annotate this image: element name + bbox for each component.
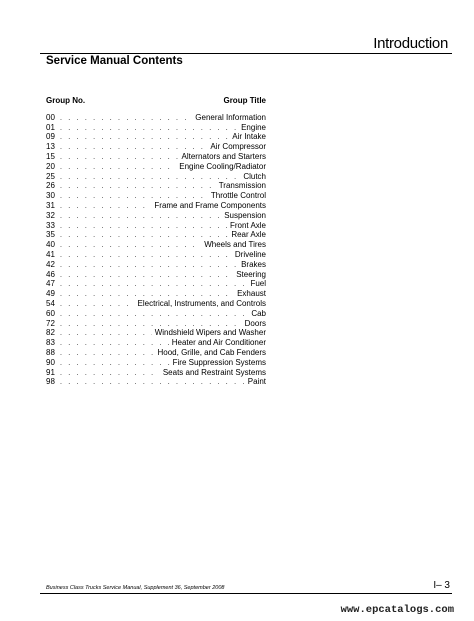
- contents-row[interactable]: [46, 377, 266, 387]
- group-number: 32: [46, 210, 55, 220]
- group-number: 25: [46, 171, 55, 181]
- group-number: 82: [46, 328, 55, 338]
- contents-row[interactable]: [46, 211, 266, 221]
- contents-row[interactable]: [46, 240, 266, 250]
- group-number: 91: [46, 367, 55, 377]
- group-title: Heater and Air Conditioner: [171, 338, 266, 348]
- dot-leader: [59, 173, 240, 183]
- group-title: Front Axle: [229, 220, 266, 230]
- contents-row[interactable]: [46, 319, 266, 329]
- contents-row[interactable]: [46, 368, 266, 378]
- group-number: 31: [46, 200, 55, 210]
- group-title: Fuel: [250, 279, 266, 289]
- contents-row[interactable]: [46, 201, 266, 211]
- group-title: Throttle Control: [210, 191, 266, 201]
- contents-row[interactable]: [46, 152, 266, 162]
- group-title: Driveline: [234, 249, 266, 259]
- contents-row[interactable]: [46, 123, 266, 133]
- group-title: Air Compressor: [210, 142, 266, 152]
- header-rule: [40, 53, 452, 54]
- dot-leader: [59, 182, 216, 192]
- group-title: Transmission: [218, 181, 266, 191]
- dot-leader: [59, 212, 221, 222]
- dot-leader: [59, 222, 227, 232]
- group-number: 72: [46, 318, 55, 328]
- dot-leader: [59, 231, 228, 241]
- dot-leader: [59, 271, 233, 281]
- group-title: Engine: [241, 122, 266, 132]
- group-title: Electrical, Instruments, and Controls: [137, 298, 266, 308]
- dot-leader: [59, 163, 176, 173]
- group-title: Air Intake: [232, 132, 266, 142]
- dot-leader: [59, 349, 155, 359]
- group-title: Steering: [236, 269, 266, 279]
- group-title: Rear Axle: [231, 230, 266, 240]
- group-number: 83: [46, 338, 55, 348]
- dot-leader: [59, 153, 179, 163]
- group-number: 33: [46, 220, 55, 230]
- group-number: 13: [46, 142, 55, 152]
- group-number: 35: [46, 230, 55, 240]
- footer-publication: Business Class Trucks Service Manual, Supplement 36, September 2008: [46, 585, 225, 591]
- group-number: 54: [46, 298, 55, 308]
- contents-row[interactable]: [46, 328, 266, 338]
- group-number: 01: [46, 122, 55, 132]
- group-number: 98: [46, 377, 55, 387]
- contents-row[interactable]: [46, 113, 266, 123]
- dot-leader: [59, 300, 135, 310]
- group-number: 00: [46, 112, 55, 122]
- group-title: Seats and Restraint Systems: [162, 367, 266, 377]
- dot-leader: [59, 310, 248, 320]
- group-number: 20: [46, 161, 55, 171]
- group-number: 26: [46, 181, 55, 191]
- group-number-header: Group No.: [46, 96, 86, 105]
- dot-leader: [59, 369, 160, 379]
- group-title: Cab: [251, 308, 266, 318]
- dot-leader: [59, 241, 201, 251]
- contents-row[interactable]: [46, 348, 266, 358]
- dot-leader: [59, 114, 192, 124]
- contents-row[interactable]: [46, 299, 266, 309]
- group-title: Clutch: [243, 171, 266, 181]
- dot-leader: [59, 261, 238, 271]
- contents-row[interactable]: [46, 191, 266, 201]
- contents-row[interactable]: [46, 338, 266, 348]
- group-title: Wheels and Tires: [204, 240, 266, 250]
- group-title: Engine Cooling/Radiator: [179, 161, 266, 171]
- dot-leader: [59, 359, 170, 369]
- group-number: 88: [46, 347, 55, 357]
- group-number: 47: [46, 279, 55, 289]
- group-number: 60: [46, 308, 55, 318]
- contents-row[interactable]: [46, 250, 266, 260]
- contents-row[interactable]: [46, 221, 266, 231]
- contents-row[interactable]: [46, 162, 266, 172]
- group-number: 40: [46, 240, 55, 250]
- page-number: I– 3: [433, 580, 450, 591]
- group-number: 30: [46, 191, 55, 201]
- document-heading: Service Manual Contents: [46, 55, 183, 67]
- group-title: General Information: [195, 112, 266, 122]
- watermark-link[interactable]: www.epcatalogs.com: [340, 604, 454, 616]
- dot-leader: [59, 339, 169, 349]
- contents-row[interactable]: [46, 132, 266, 142]
- dot-leader: [59, 378, 245, 388]
- contents-row[interactable]: [46, 270, 266, 280]
- contents-row[interactable]: [46, 358, 266, 368]
- group-title: Alternators and Starters: [181, 151, 266, 161]
- contents-row[interactable]: [46, 309, 266, 319]
- contents-row[interactable]: [46, 279, 266, 289]
- dot-leader: [59, 280, 247, 290]
- group-title: Paint: [247, 377, 266, 387]
- group-title: Fire Suppression Systems: [172, 357, 266, 367]
- dot-leader: [59, 202, 151, 212]
- group-number: 90: [46, 357, 55, 367]
- dot-leader: [59, 124, 238, 134]
- group-title: Frame and Frame Components: [154, 200, 266, 210]
- contents-row[interactable]: [46, 260, 266, 270]
- group-title: Doors: [244, 318, 266, 328]
- group-title: Hood, Grille, and Cab Fenders: [157, 347, 266, 357]
- contents-row[interactable]: [46, 181, 266, 191]
- contents-row[interactable]: [46, 230, 266, 240]
- contents-row[interactable]: [46, 172, 266, 182]
- group-title-header: Group Title: [223, 96, 266, 105]
- contents-header-row: [46, 96, 266, 106]
- group-number: 49: [46, 289, 55, 299]
- dot-leader: [59, 251, 232, 261]
- group-number: 42: [46, 259, 55, 269]
- dot-leader: [59, 133, 229, 143]
- group-title: Brakes: [241, 259, 266, 269]
- group-number: 46: [46, 269, 55, 279]
- group-number: 09: [46, 132, 55, 142]
- group-number: 41: [46, 249, 55, 259]
- contents-row[interactable]: [46, 142, 266, 152]
- section-title: Introduction: [373, 35, 448, 52]
- group-number: 15: [46, 151, 55, 161]
- footer-rule: [40, 593, 452, 594]
- contents-row[interactable]: [46, 289, 266, 299]
- dot-leader: [59, 329, 152, 339]
- contents-rows: [46, 113, 266, 387]
- group-title: Exhaust: [237, 289, 266, 299]
- group-title: Suspension: [224, 210, 266, 220]
- contents-table: [46, 96, 266, 387]
- group-title: Windshield Wipers and Washer: [154, 328, 266, 338]
